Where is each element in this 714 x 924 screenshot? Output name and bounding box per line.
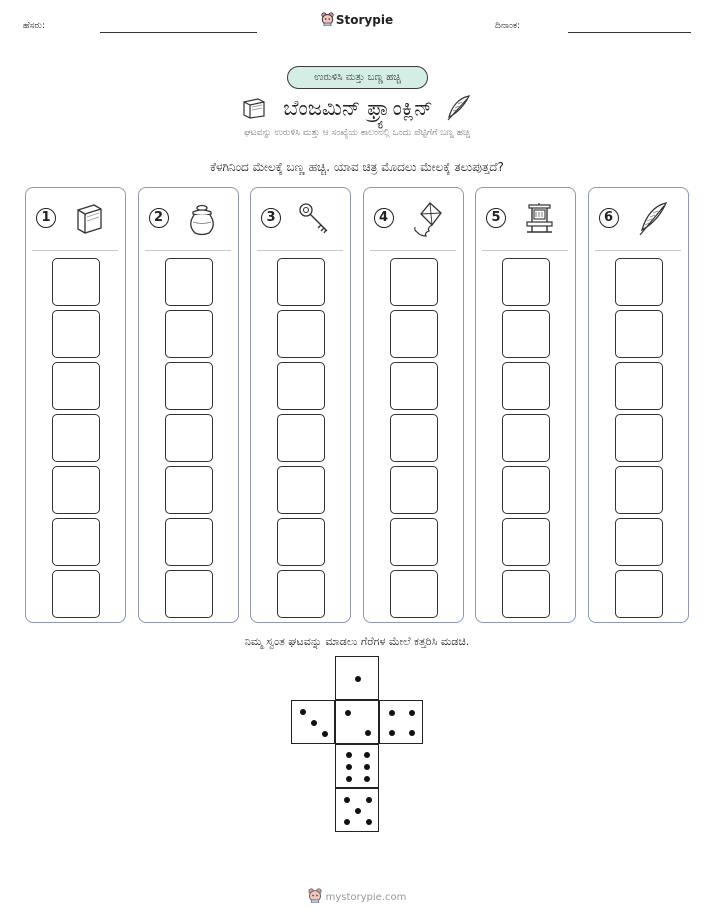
- color-box[interactable]: [277, 310, 325, 358]
- die-face-4: [379, 700, 423, 744]
- color-box[interactable]: [502, 258, 550, 306]
- color-box[interactable]: [52, 362, 100, 410]
- brand-logo: [0, 12, 714, 27]
- column-divider: [145, 250, 231, 251]
- color-box[interactable]: [390, 310, 438, 358]
- brand-name: Storypie: [335, 13, 394, 27]
- die-pip: [300, 709, 306, 715]
- die-pip: [409, 710, 415, 716]
- die-pip: [364, 764, 370, 770]
- column-number: 5: [486, 208, 506, 228]
- color-box[interactable]: [502, 362, 550, 410]
- color-box[interactable]: [390, 466, 438, 514]
- column-number: 3: [261, 208, 281, 228]
- storypie-mascot-icon: [321, 12, 334, 26]
- instruction: ನಿಮ್ಮ ಸ್ವಂತ ಘಟವನ್ನು ಮಾಡಲು ಗೆರೆಗಳ ಮೇಲೆ ಕತ್ತರಿಸಿ ಮಡಚಿ.: [244, 635, 470, 648]
- die-pip: [366, 819, 372, 825]
- quill-icon: [443, 93, 473, 123]
- die-pip: [355, 676, 361, 682]
- die-pip: [311, 720, 317, 726]
- color-box[interactable]: [615, 518, 663, 566]
- die-pip: [364, 776, 370, 782]
- die-pip: [322, 731, 328, 737]
- color-box[interactable]: [52, 466, 100, 514]
- color-box[interactable]: [165, 362, 213, 410]
- column-divider: [257, 250, 343, 251]
- color-box[interactable]: [390, 518, 438, 566]
- color-box[interactable]: [52, 258, 100, 306]
- color-box[interactable]: [390, 570, 438, 618]
- jar-icon: [183, 200, 221, 238]
- color-box[interactable]: [277, 466, 325, 514]
- color-box[interactable]: [277, 518, 325, 566]
- color-box[interactable]: [165, 310, 213, 358]
- die-pip: [346, 764, 352, 770]
- storypie-mascot-icon: [308, 888, 322, 903]
- color-box[interactable]: [502, 518, 550, 566]
- footer: [0, 888, 714, 903]
- color-box[interactable]: [502, 466, 550, 514]
- column-2: [138, 187, 239, 623]
- page-title: [0, 90, 714, 125]
- die-face-6: [335, 744, 379, 788]
- color-box[interactable]: [615, 466, 663, 514]
- color-box[interactable]: [502, 570, 550, 618]
- column-1: [25, 187, 126, 623]
- column-divider: [32, 250, 118, 251]
- color-box[interactable]: [277, 362, 325, 410]
- color-box[interactable]: [165, 518, 213, 566]
- die-pip: [364, 752, 370, 758]
- title-text: ಬೆಂಜಮಿನ್ ಫ್ರ್ಯಾಂಕ್ಲಿನ್: [283, 96, 433, 120]
- color-box[interactable]: [165, 258, 213, 306]
- name-line: [100, 32, 257, 33]
- kite-icon: [408, 200, 446, 238]
- die-pip: [366, 797, 372, 803]
- activity-badge: ಉರುಳಿಸಿ ಮತ್ತು ಬಣ್ಣ ಹಚ್ಚಿ: [287, 66, 428, 89]
- quill-icon: [633, 200, 671, 238]
- color-box[interactable]: [277, 570, 325, 618]
- die-pip: [389, 710, 395, 716]
- die-face-1: [335, 656, 379, 700]
- color-box[interactable]: [277, 414, 325, 462]
- color-box[interactable]: [165, 466, 213, 514]
- color-box[interactable]: [615, 310, 663, 358]
- die-face-3: [291, 700, 335, 744]
- book-icon: [70, 200, 108, 238]
- column-divider: [482, 250, 568, 251]
- die-face-2: [335, 700, 379, 744]
- column-6: [588, 187, 689, 623]
- book-icon: [241, 97, 267, 119]
- die-pip: [355, 808, 361, 814]
- die-pip: [345, 710, 351, 716]
- die-pip: [389, 730, 395, 736]
- color-box[interactable]: [52, 570, 100, 618]
- column-divider: [595, 250, 681, 251]
- column-divider: [370, 250, 456, 251]
- column-number: 1: [36, 208, 56, 228]
- name-label: ಹೆಸರು:: [23, 21, 46, 31]
- die-pip: [365, 730, 371, 736]
- die-face-5: [335, 788, 379, 832]
- column-4: [363, 187, 464, 623]
- color-box[interactable]: [277, 258, 325, 306]
- color-box[interactable]: [615, 258, 663, 306]
- color-box[interactable]: [165, 570, 213, 618]
- footer-url: mystorypie.com: [325, 892, 407, 903]
- key-icon: [295, 200, 333, 238]
- color-box[interactable]: [502, 414, 550, 462]
- color-box[interactable]: [52, 310, 100, 358]
- date-line: [568, 32, 691, 33]
- column-3: [250, 187, 351, 623]
- color-box[interactable]: [615, 414, 663, 462]
- color-box[interactable]: [615, 362, 663, 410]
- color-box[interactable]: [52, 414, 100, 462]
- die-pip: [346, 752, 352, 758]
- die-pip: [344, 819, 350, 825]
- date-label: ದಿನಾಂಕ:: [495, 21, 521, 31]
- column-number: 4: [374, 208, 394, 228]
- die-pip: [409, 730, 415, 736]
- printing-press-icon: [520, 200, 558, 238]
- color-box[interactable]: [390, 362, 438, 410]
- column-number: 6: [599, 208, 619, 228]
- color-box[interactable]: [52, 518, 100, 566]
- color-box[interactable]: [502, 310, 550, 358]
- column-number: 2: [149, 208, 169, 228]
- color-box[interactable]: [165, 414, 213, 462]
- die-pip: [346, 776, 352, 782]
- question: ಕೆಳಗಿನಿಂದ ಮೇಲಕ್ಕೆ ಬಣ್ಣ ಹಚ್ಚಿ. ಯಾವ ಚಿತ್ರ ಮೊದಲು ಮೇಲಕ್ಕೆ ತಲುಪುತ್ತದೆ?: [210, 160, 504, 174]
- subtitle: ಘಟವನ್ನು ಉರುಳಿಸಿ ಮತ್ತು ಆ ಸಂಖ್ಯೆಯ ಕಾಲಂನಲ್ಲಿ ಒಂದು ಪೆಟ್ಟಿಗೆಗೆ ಬಣ್ಣ ಹಚ್ಚಿ: [244, 128, 470, 138]
- color-box[interactable]: [615, 570, 663, 618]
- column-5: [475, 187, 576, 623]
- die-pip: [344, 797, 350, 803]
- color-box[interactable]: [390, 414, 438, 462]
- color-box[interactable]: [390, 258, 438, 306]
